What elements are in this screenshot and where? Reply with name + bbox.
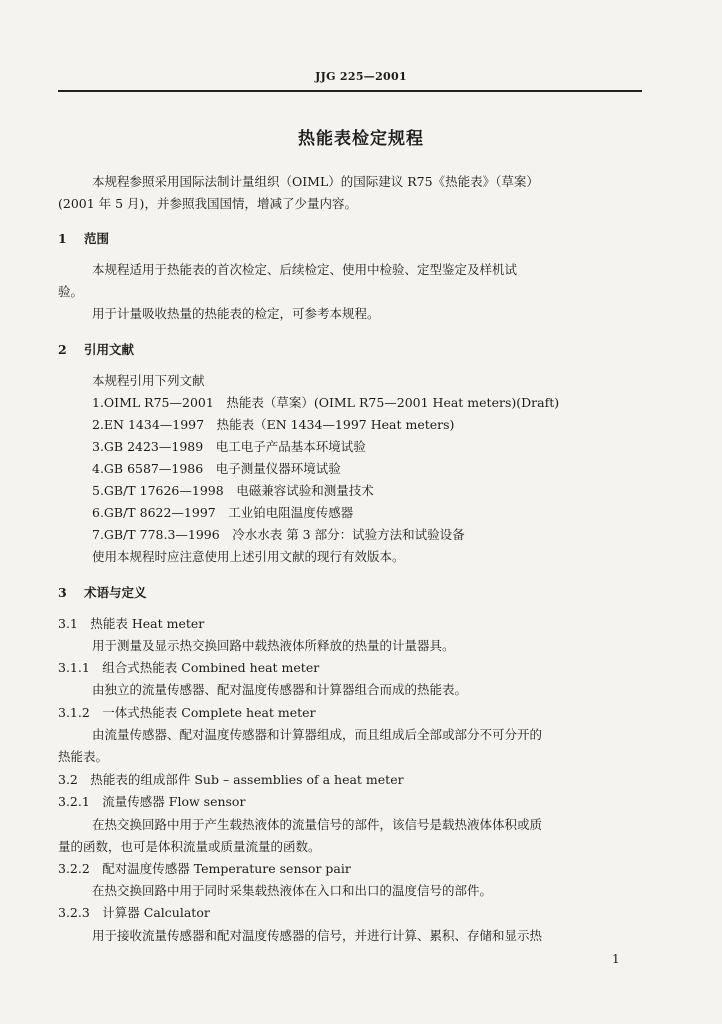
section-heading — [58, 229, 109, 247]
header-rule — [58, 90, 642, 92]
standard-code: JJG 225—2001 — [315, 70, 407, 83]
definition-body: 用于测量及显示热交换回路中载热液体所释放的热量的计量器具。 — [92, 638, 455, 653]
definition-heading: 3.2 热能表的组成部件 Sub – assemblies of a heat meter — [58, 772, 404, 787]
section-title: 引用文献 — [84, 342, 135, 357]
section-number: 2 — [58, 342, 67, 357]
section-title: 术语与定义 — [84, 585, 147, 600]
paragraph-line: 本规程适用于热能表的首次检定、后续检定、使用中检验、定型鉴定及样机试 — [92, 262, 518, 277]
definition-heading: 3.1 热能表 Heat meter — [58, 616, 205, 631]
section-number: 1 — [58, 231, 67, 246]
section-title: 范围 — [84, 231, 110, 246]
definition-heading: 3.2.3 计算器 Calculator — [58, 905, 210, 920]
paragraph-line: 本规程引用下列文献 — [92, 373, 205, 388]
reference-item: 3.GB 2423—1989 电工电子产品基本环境试验 — [92, 439, 366, 454]
reference-item: 2.EN 1434—1997 热能表（EN 1434—1997 Heat meters) — [92, 417, 455, 432]
definition-body: 在热交换回路中用于产生载热液体的流量信号的部件，该信号是载热液体体积或质 — [92, 817, 543, 832]
intro-line-1: 本规程参照采用国际法制计量组织（OIML）的国际建议 R75《热能表》（草案） — [92, 174, 539, 189]
intro-line-2: (2001 年 5 月)，并参照我国国情，增减了少量内容。 — [58, 196, 357, 211]
reference-item: 1.OIML R75—2001 热能表（草案）(OIML R75—2001 Heat meters)(Draft) — [92, 395, 560, 410]
definition-heading: 3.1.1 组合式热能表 Combined heat meter — [58, 660, 320, 675]
reference-item: 4.GB 6587—1986 电子测量仪器环境试验 — [92, 461, 341, 476]
section-heading — [58, 583, 147, 601]
section-number: 3 — [58, 585, 67, 600]
definition-body: 在热交换回路中用于同时采集载热液体在入口和出口的温度信号的部件。 — [92, 883, 493, 898]
definition-heading: 3.1.2 一体式热能表 Complete heat meter — [58, 705, 316, 720]
reference-item: 5.GB/T 17626—1998 电磁兼容试验和测量技术 — [92, 483, 374, 498]
definition-heading: 3.2.1 流量传感器 Flow sensor — [58, 794, 246, 809]
definition-body: 由独立的流量传感器、配对温度传感器和计算器组合而成的热能表。 — [92, 682, 468, 697]
definition-body: 量的函数，也可是体积流量或质量流量的函数。 — [58, 839, 321, 854]
paragraph-line: 验。 — [58, 284, 84, 299]
document-title: 热能表检定规程 — [298, 129, 424, 149]
definition-heading: 3.2.2 配对温度传感器 Temperature sensor pair — [58, 861, 351, 876]
reference-item: 7.GB/T 778.3—1996 冷水水表 第 3 部分：试验方法和试验设备 — [92, 527, 465, 542]
definition-body: 用于接收流量传感器和配对温度传感器的信号，并进行计算、累积、存储和显示热 — [92, 928, 543, 943]
paragraph-line: 用于计量吸收热量的热能表的检定，可参考本规程。 — [92, 306, 380, 321]
definition-body: 由流量传感器、配对温度传感器和计算器组成，而且组成后全部或部分不可分开的 — [92, 727, 543, 742]
paragraph-line: 使用本规程时应注意使用上述引用文献的现行有效版本。 — [92, 549, 405, 564]
definition-body: 热能表。 — [58, 749, 109, 764]
page-number: 1 — [612, 952, 620, 966]
section-heading — [58, 340, 134, 358]
reference-item: 6.GB/T 8622—1997 工业铂电阻温度传感器 — [92, 505, 354, 520]
